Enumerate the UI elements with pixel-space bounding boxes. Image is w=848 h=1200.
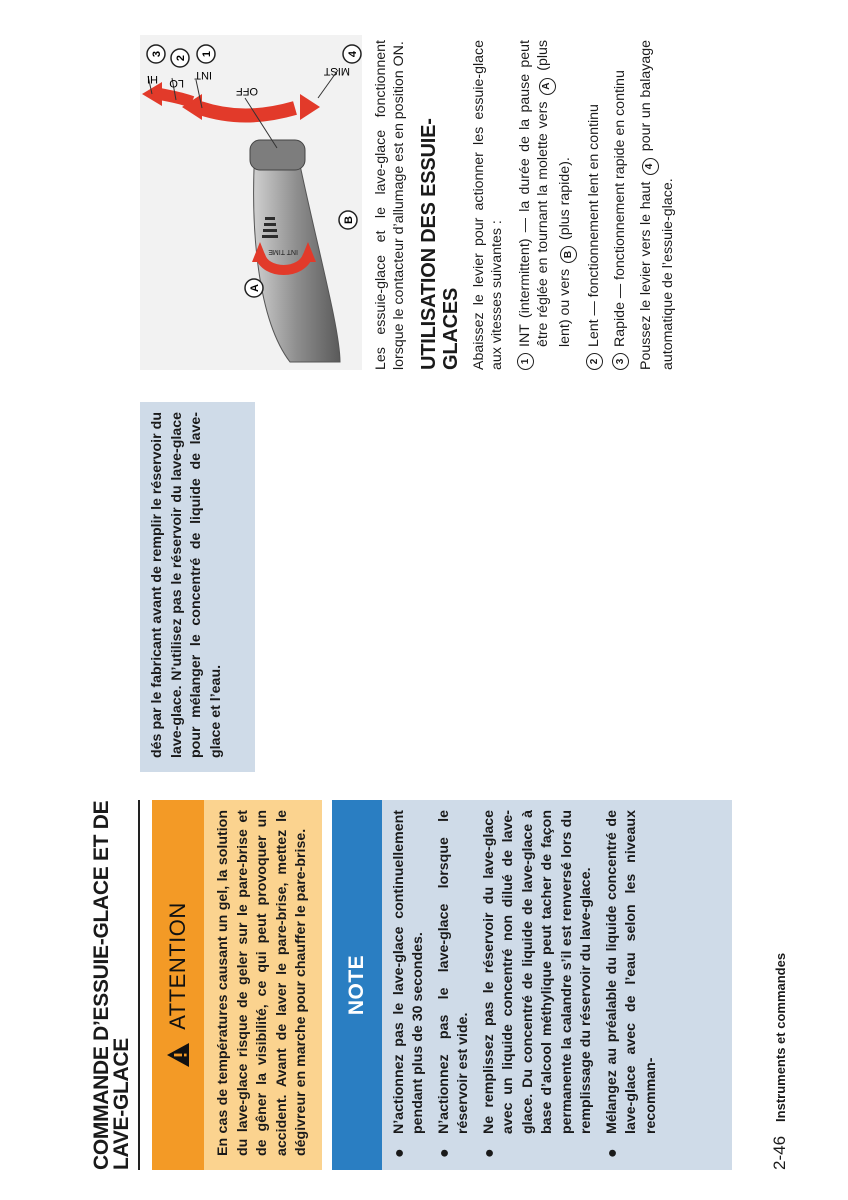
left-column	[92, 800, 732, 1170]
lead-paragraph: Abaissez le levier pour actionner les essuie-glace aux vitesses suivantes :	[471, 40, 505, 370]
subsection-heading: UTILISATION DES ESSUIE-GLACES	[418, 118, 462, 370]
wiper-lever-figure	[140, 35, 362, 370]
warning-triangle-icon	[166, 1042, 190, 1068]
number-badge: 2	[586, 353, 603, 370]
push-text: pour un balayage automatique de l’essuie-glace.	[638, 40, 676, 370]
int-label: INT	[194, 69, 212, 81]
number-badge: 1	[517, 353, 534, 370]
note-item: ● Ne remplissez pas le réservoir du lave-glace avec un liquide concentré non dilué de lave-glace. Du concentré de liquide de lave-glace à base d’alcool méthylique peut tacher de façon permanente la calandre s’il est renversé lors du remplissage du réservoir du lave-glace.	[480, 810, 594, 1158]
bullet-icon: ●	[480, 1148, 498, 1158]
int-time-marking: INT TIME	[268, 248, 298, 255]
intro-paragraph: Les essuie-glace et le lave-glace fonctionnent lorsque le contacteur d’allumage est en position ON.	[373, 40, 407, 370]
label-2: 2	[175, 54, 187, 62]
attention-header	[152, 800, 204, 1170]
label-b-badge: B	[560, 246, 577, 263]
section-name: Instruments et commandes	[773, 952, 788, 1122]
page-number: 2-46	[770, 1135, 789, 1170]
item-text: Lent — fonctionnement lent en continu	[586, 104, 602, 347]
section-title: COMMANDE D’ESSUIE-GLACE ET DE LAVE-GLACE	[92, 800, 140, 1170]
item-text: (plus lent) ou vers	[535, 40, 573, 347]
item-text: Rapide — fonctionnement rapide en continu	[612, 70, 628, 347]
lever-stalk-icon	[140, 35, 362, 370]
wiper-arc-arrow-icon	[142, 82, 320, 120]
note-header: NOTE	[332, 800, 382, 1170]
label-a-badge: A	[539, 78, 556, 95]
label-3: 3	[151, 50, 163, 58]
off-label: OFF	[236, 85, 258, 97]
attention-text: En cas de températures causant un gel, la solution du lave-glace risque de geler sur le pare-brise et de gêner la visibilité, ce qui peut provoquer un accident. Avant de laver le pare-brise, mettez le dégivreur en marche pour chauffer le pare-brise.	[204, 800, 322, 1170]
bullet-icon: ●	[603, 1148, 621, 1158]
label-4-badge: 4	[642, 158, 659, 175]
speed-item-hi	[611, 40, 629, 370]
mist-label: MIST	[323, 65, 350, 77]
label-1: 1	[201, 50, 213, 58]
number-badge: 3	[612, 353, 629, 370]
hi-label: HI	[147, 73, 158, 85]
note-item: ● Mélangez au préalable du liquide concentré de lave-glace avec de l’eau selon les niveaux recomman-	[603, 810, 659, 1158]
right-column	[372, 40, 687, 370]
page-footer	[770, 953, 790, 1170]
label-b: B	[343, 216, 355, 224]
label-a: A	[249, 284, 261, 292]
note-item: ● N’actionnez pas le lave-glace continuellement pendant plus de 30 secondes.	[390, 810, 426, 1158]
note-item: ● N’actionnez pas le lave-glace lorsque le réservoir est vide.	[435, 810, 471, 1158]
note-continuation: dés par le fabricant avant de remplir le réservoir du lave-glace. N’utilisez pas le réservoir du lave-glace pour mélanger le concentré de liquide de lave-glace et l’eau.	[140, 402, 255, 772]
speed-item-lo	[585, 40, 603, 370]
bullet-icon: ●	[435, 1148, 453, 1158]
push-text: Poussez le levier vers le haut	[638, 181, 654, 370]
label-4: 4	[347, 50, 359, 58]
push-paragraph	[637, 40, 677, 370]
item-text: INT (intermittent) — la durée de la pause peut être réglée en tournant la molette vers	[517, 40, 551, 347]
lo-label: LO	[169, 77, 184, 89]
item-text: (plus rapide).	[556, 157, 573, 241]
attention-label: ATTENTION	[165, 902, 190, 1030]
speed-item-int	[516, 40, 577, 370]
note-body	[382, 800, 732, 1170]
bullet-icon: ●	[390, 1148, 408, 1158]
